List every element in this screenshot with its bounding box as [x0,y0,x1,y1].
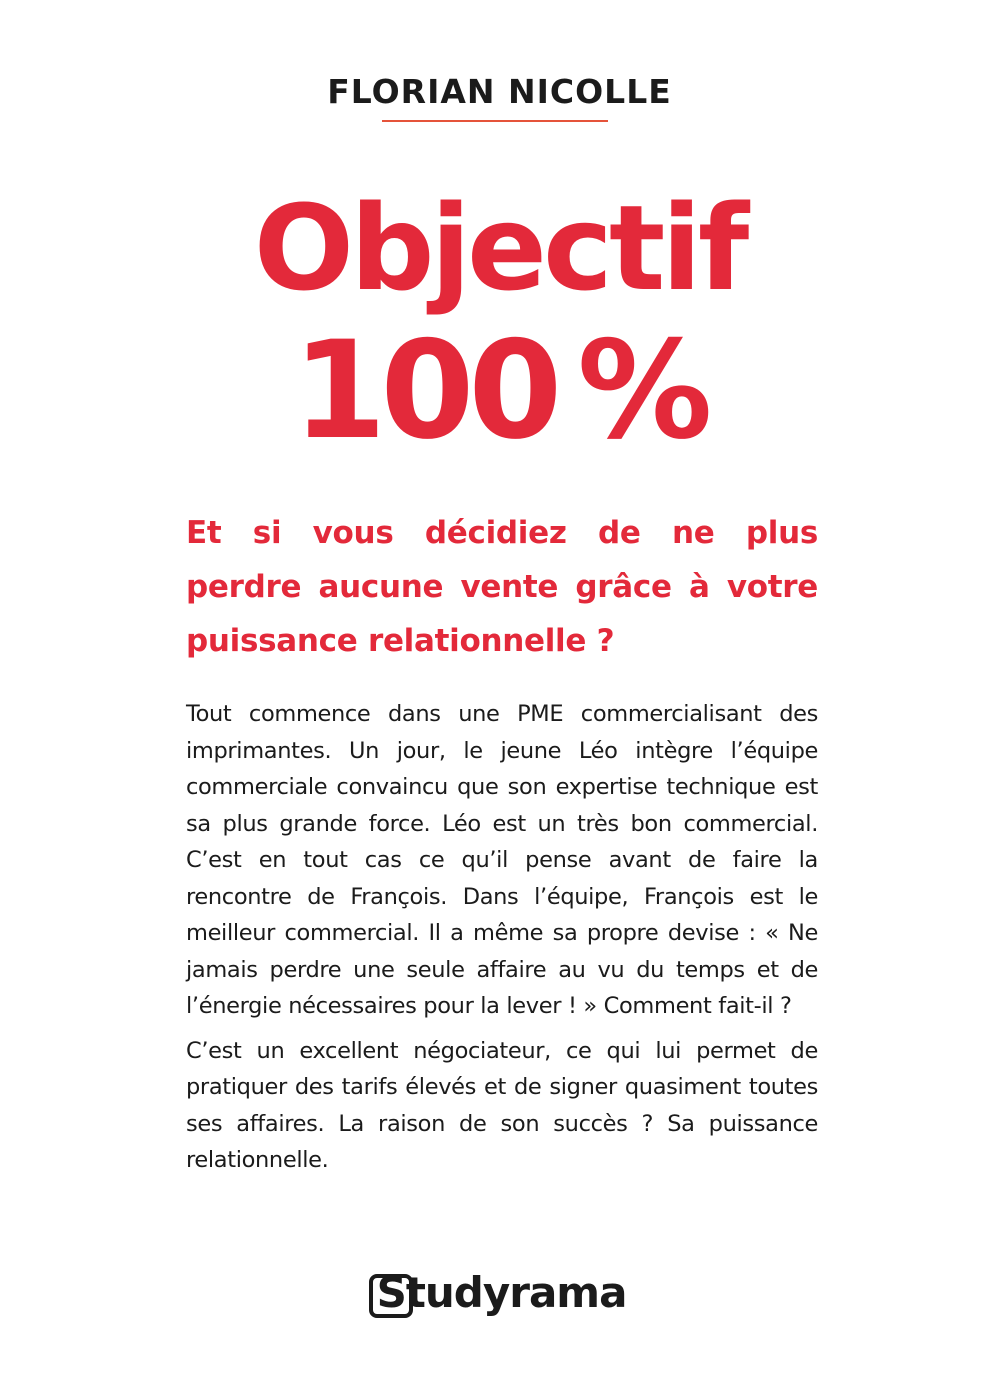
publisher-logo [0,1268,999,1317]
summary-paragraph-2: C’est un excellent négociateur, ce qui lui permet de pratiquer des tarifs élevés et de signer quasiment toutes ses affaires. La raison de son succès ? Sa puissance relationnelle. [186,1037,818,1173]
book-subtitle: Et si vous décidiez de ne plus perdre aucune vente grâce à votre puissance relationnelle ? [186,515,818,659]
author-divider [382,120,608,122]
publisher-logo-mark [369,1268,631,1317]
author-name: FLORIAN NICOLLE [327,72,672,111]
book-title-line-2: 100 % [292,312,707,469]
summary-paragraph-1: Tout commence dans une PME commercialisant des imprimantes. Un jour, le jeune Léo intègre l’équipe commerciale convaincu que son expertise technique est sa plus grande force. Léo est un très bon commercial. C’est en tout cas ce qu’il pense avant de faire la rencontre de François. Dans l’équipe, François est le meilleur commercial. Il a même sa propre devise : « Ne jamais perdre une seule affaire au vu du temps et de l’énergie nécessaires pour la lever ! » Comment fait-il ? [186,701,818,1019]
book-title-line-1: Objectif [253,179,746,317]
publisher-name: Studyrama [376,1268,627,1317]
back-cover-summary [186,696,818,1187]
logo-frame-icon [369,1274,413,1318]
